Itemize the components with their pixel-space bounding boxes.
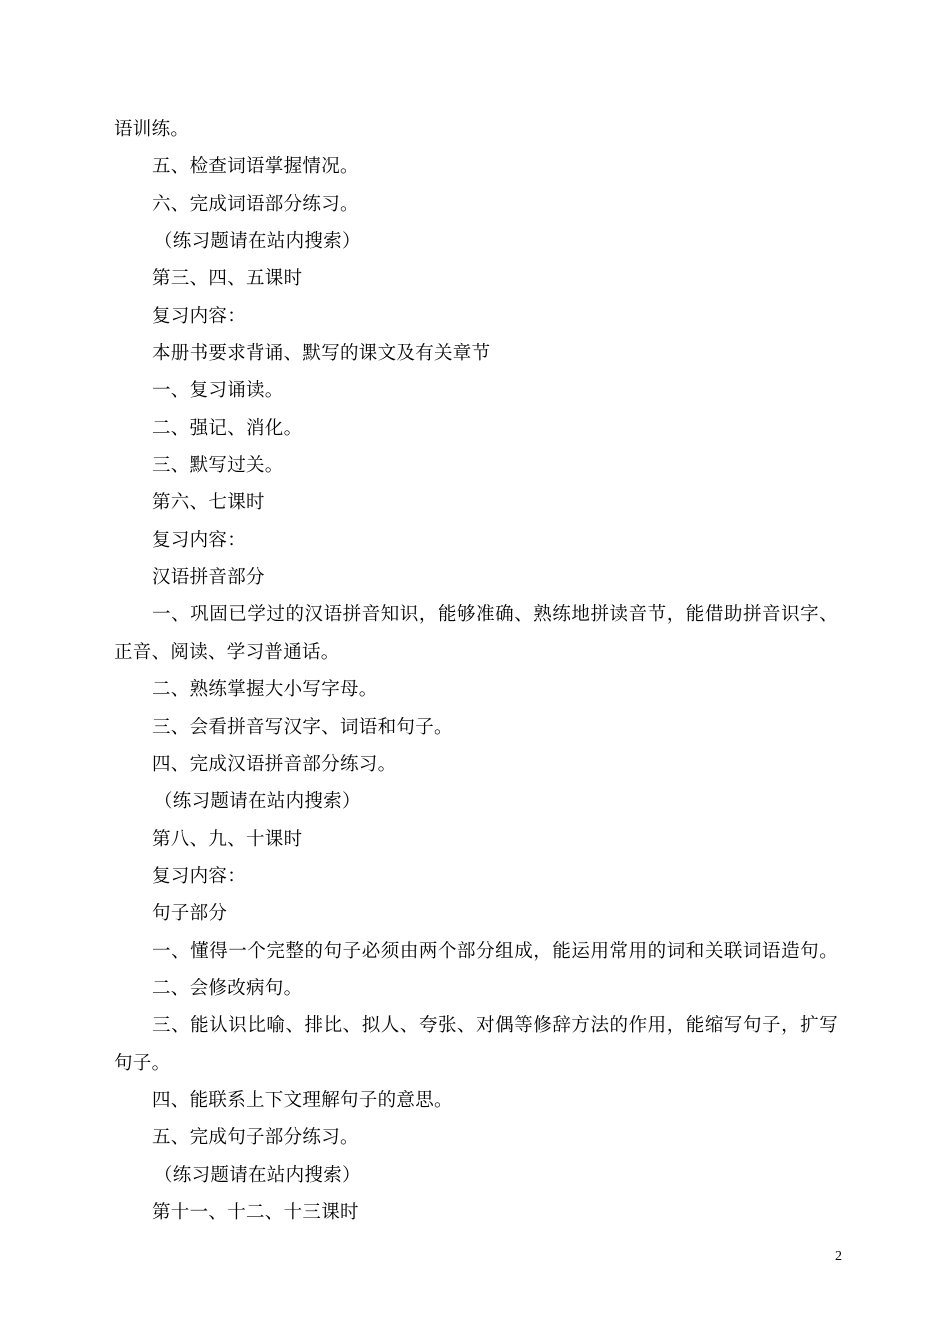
document-body [114, 111, 838, 1231]
page-number: 2 [835, 1249, 842, 1264]
text-line: 语训练。 [114, 119, 190, 140]
text-line: 五、完成句子部分练习。 [152, 1127, 359, 1149]
section-title: 汉语拼音部分 [152, 567, 265, 589]
text-line: 五、检查词语掌握情况。 [152, 156, 359, 178]
text-line: 四、完成汉语拼音部分练习。 [152, 753, 397, 775]
text-line: 三、会看拼音写汉字、词语和句子。 [152, 716, 453, 738]
section-title: 句子部分 [152, 903, 228, 925]
review-content-label: 复习内容： [152, 865, 247, 887]
exercise-note: （练习题请在站内搜索） [154, 791, 361, 813]
text-line: 句子。 [114, 1052, 171, 1074]
text-line: 二、强记、消化。 [152, 417, 303, 439]
text-line: 六、完成词语部分练习。 [152, 193, 359, 215]
lesson-heading: 第三、四、五课时 [152, 268, 303, 290]
text-line: 正音、阅读、学习普通话。 [114, 641, 340, 663]
text-line: 一、巩固已学过的汉语拼音知识，能够准确、熟练地拼读音节，能借助拼音识字、 [152, 604, 838, 626]
review-content-label: 复习内容： [152, 305, 247, 327]
text-line: 一、复习诵读。 [152, 380, 284, 402]
text-line: 三、能认识比喻、排比、拟人、夸张、对偶等修辞方法的作用，能缩写句子，扩写 [152, 1015, 838, 1037]
exercise-note: （练习题请在站内搜索） [154, 1164, 361, 1186]
lesson-heading: 第八、九、十课时 [152, 828, 303, 850]
exercise-note: （练习题请在站内搜索） [154, 231, 361, 253]
lesson-heading: 第六、七课时 [152, 492, 265, 514]
review-content-label: 复习内容： [152, 529, 247, 551]
lesson-heading: 第十一、十二、十三课时 [152, 1201, 359, 1223]
text-line: 一、懂得一个完整的句子必须由两个部分组成，能运用常用的词和关联词语造句。 [152, 940, 838, 962]
text-line: 四、能联系上下文理解句子的意思。 [152, 1089, 453, 1111]
text-line: 三、默写过关。 [152, 455, 284, 477]
text-line: 二、会修改病句。 [152, 977, 303, 999]
text-line: 二、熟练掌握大小写字母。 [152, 679, 378, 701]
section-title: 本册书要求背诵、默写的课文及有关章节 [152, 343, 491, 365]
